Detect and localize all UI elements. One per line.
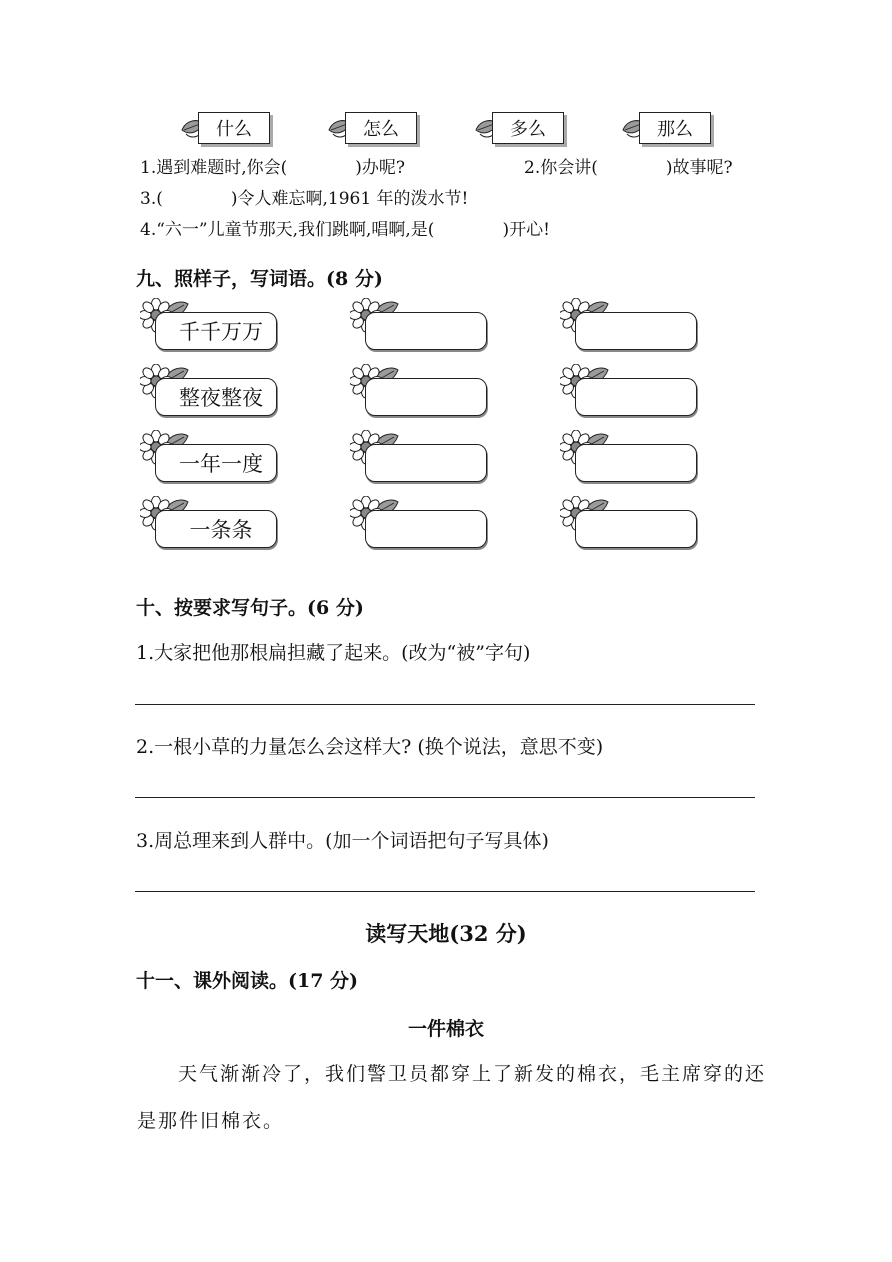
example-word-card (140, 298, 285, 358)
answer-box[interactable] (575, 378, 697, 416)
answer-box[interactable] (365, 444, 487, 482)
word-box: 多么 (492, 112, 564, 144)
example-word: 整夜整夜 (155, 378, 277, 416)
answer-word-card[interactable] (560, 496, 705, 556)
example-word: 一条条 (155, 510, 277, 548)
answer-word-card[interactable] (560, 298, 705, 358)
answer-word-card[interactable] (350, 298, 495, 358)
answer-word-card[interactable] (350, 496, 495, 556)
word-box: 什么 (198, 112, 270, 144)
answer-word-card[interactable] (350, 364, 495, 424)
example-word-card (140, 430, 285, 490)
question-8-3: 3.( )令人难忘啊,1961 年的泼水节! (140, 189, 469, 209)
question-8-2: 2.你会讲( )故事呢? (524, 158, 733, 178)
answer-box[interactable] (575, 312, 697, 350)
answer-line[interactable] (135, 797, 755, 798)
word-box: 那么 (639, 112, 711, 144)
section-11-title: 十一、课外阅读。(17 分) (136, 970, 359, 992)
section-10-title: 十、按要求写句子。(6 分) (136, 597, 364, 619)
passage-line: 天气渐渐冷了，我们警卫员都穿上了新发的棉衣，毛主席穿的还 (178, 1063, 767, 1085)
passage-title: 一件棉衣 (407, 1018, 484, 1040)
question-10-2: 2.一根小草的力量怎么会这样大? (换个说法，意思不变) (136, 736, 604, 758)
answer-box[interactable] (365, 312, 487, 350)
answer-box[interactable] (575, 444, 697, 482)
part-title: 读写天地(32 分) (365, 921, 527, 946)
example-word-card (140, 496, 285, 556)
example-word-card (140, 364, 285, 424)
answer-box[interactable] (365, 378, 487, 416)
answer-box[interactable] (575, 510, 697, 548)
example-word: 一年一度 (155, 444, 277, 482)
question-8-4: 4.“六一”儿童节那天,我们跳啊,唱啊,是( )开心! (140, 220, 550, 240)
question-10-1: 1.大家把他那根扁担藏了起来。(改为“被”字句) (136, 642, 531, 664)
question-8-1: 1.遇到难题时,你会( )办呢? (140, 158, 406, 178)
passage-line: 是那件旧棉衣。 (137, 1110, 285, 1132)
answer-word-card[interactable] (560, 430, 705, 490)
answer-word-card[interactable] (560, 364, 705, 424)
answer-box[interactable] (365, 510, 487, 548)
question-10-3: 3.周总理来到人群中。(加一个词语把句子写具体) (136, 830, 549, 852)
answer-line[interactable] (135, 891, 755, 892)
answer-line[interactable] (135, 704, 755, 705)
section-9-title: 九、照样子，写词语。(8 分) (136, 268, 383, 290)
example-word: 千千万万 (155, 312, 277, 350)
answer-word-card[interactable] (350, 430, 495, 490)
word-box: 怎么 (345, 112, 417, 144)
